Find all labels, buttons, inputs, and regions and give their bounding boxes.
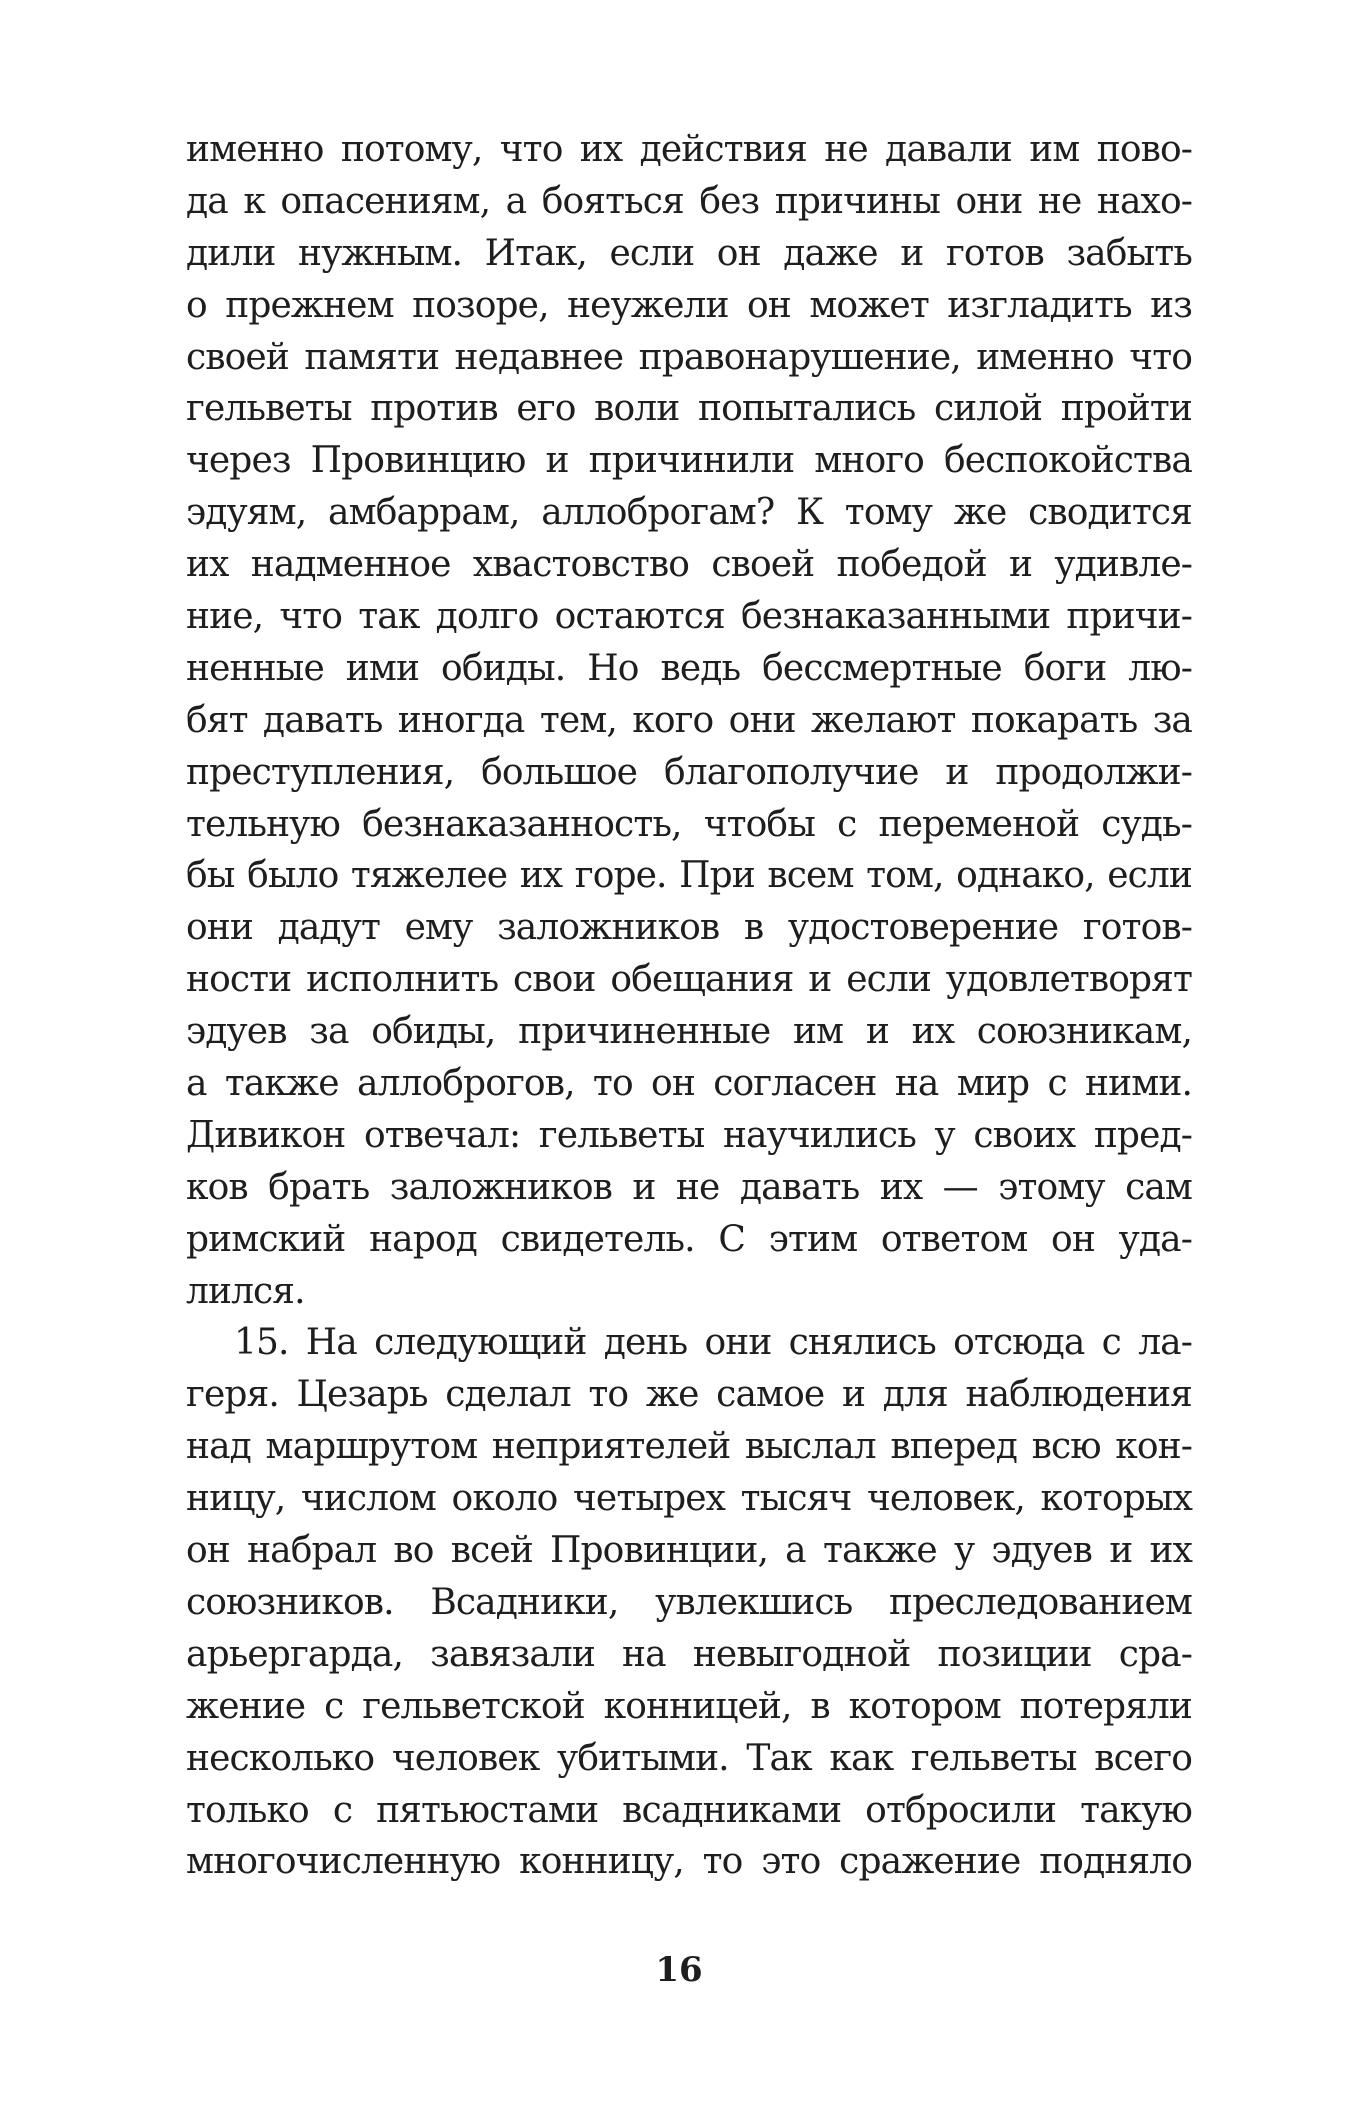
text-line: через Провинцию и причинили много беспокойства: [186, 440, 1192, 482]
page-number: 16: [655, 1950, 703, 1990]
text-line: бы было тяжелее их горе. При всем том, однако, если: [186, 855, 1192, 897]
text-line: эдуям, амбаррам, аллоброгам? К тому же сводится: [186, 492, 1192, 534]
text-line: несколько человек убитыми. Так как гельветы всего: [186, 1737, 1192, 1779]
text-line: ненные ими обиды. Но ведь бессмертные боги лю-: [186, 647, 1192, 689]
text-line: ницу, числом около четырех тысяч человек, которых: [186, 1478, 1192, 1520]
text-line: Дивикон отвечал: гельветы научились у своих пред-: [186, 1114, 1192, 1156]
text-line: да к опасениям, а бояться без причины они не нахо-: [186, 180, 1192, 222]
text-line: своей памяти недавнее правонарушение, именно что: [186, 336, 1192, 378]
section-15-start-line: 15. На следующий день они снялись отсюда с ла-: [234, 1322, 1192, 1364]
text-line: они дадут ему заложников в удостоверение готов-: [186, 907, 1192, 949]
text-line: эдуев за обиды, причиненные им и их союзникам,: [186, 1011, 1192, 1053]
text-line: ние, что так долго остаются безнаказанными причи-: [186, 596, 1192, 638]
text-line: арьергарда, завязали на невыгодной позиции сра-: [186, 1633, 1192, 1675]
text-line: многочисленную конницу, то это сражение подняло: [186, 1841, 1192, 1883]
text-line: только с пятьюстами всадниками отбросили такую: [186, 1789, 1192, 1831]
text-line: ности исполнить свои обещания и если удовлетворят: [186, 959, 1192, 1001]
text-line: лился.: [186, 1270, 305, 1312]
body-text: [186, 124, 1192, 1888]
text-line: именно потому, что их действия не давали им пово-: [186, 129, 1192, 170]
text-line: он набрал во всей Провинции, а также у эдуев и их: [186, 1530, 1192, 1572]
text-line: бят давать иногда тем, кого они желают покарать за: [186, 699, 1192, 741]
text-line: геря. Цезарь сделал то же самое и для наблюдения: [186, 1374, 1192, 1416]
text-line: преступления, большое благополучие и продолжи-: [186, 751, 1192, 793]
text-line: тельную безнаказанность, чтобы с переменой судь-: [186, 803, 1192, 845]
text-line: гельветы против его воли попытались силой пройти: [186, 388, 1192, 430]
text-line: о прежнем позоре, неужели он может изгладить из: [186, 284, 1192, 326]
text-line: жение с гельветской конницей, в котором потеряли: [186, 1685, 1192, 1727]
text-line: над маршрутом неприятелей выслал вперед всю кон-: [186, 1426, 1192, 1468]
text-line: союзников. Всадники, увлекшись преследованием: [186, 1581, 1192, 1623]
text-line: римский народ свидетель. С этим ответом он уда-: [186, 1218, 1192, 1260]
text-line: их надменное хвастовство своей победой и удивле-: [186, 544, 1192, 586]
text-line: дили нужным. Итак, если он даже и готов забыть: [186, 232, 1192, 274]
text-line: а также аллоброгов, то он согласен на мир с ними.: [186, 1063, 1192, 1105]
text-line: ков брать заложников и не давать их — этому сам: [186, 1166, 1192, 1208]
